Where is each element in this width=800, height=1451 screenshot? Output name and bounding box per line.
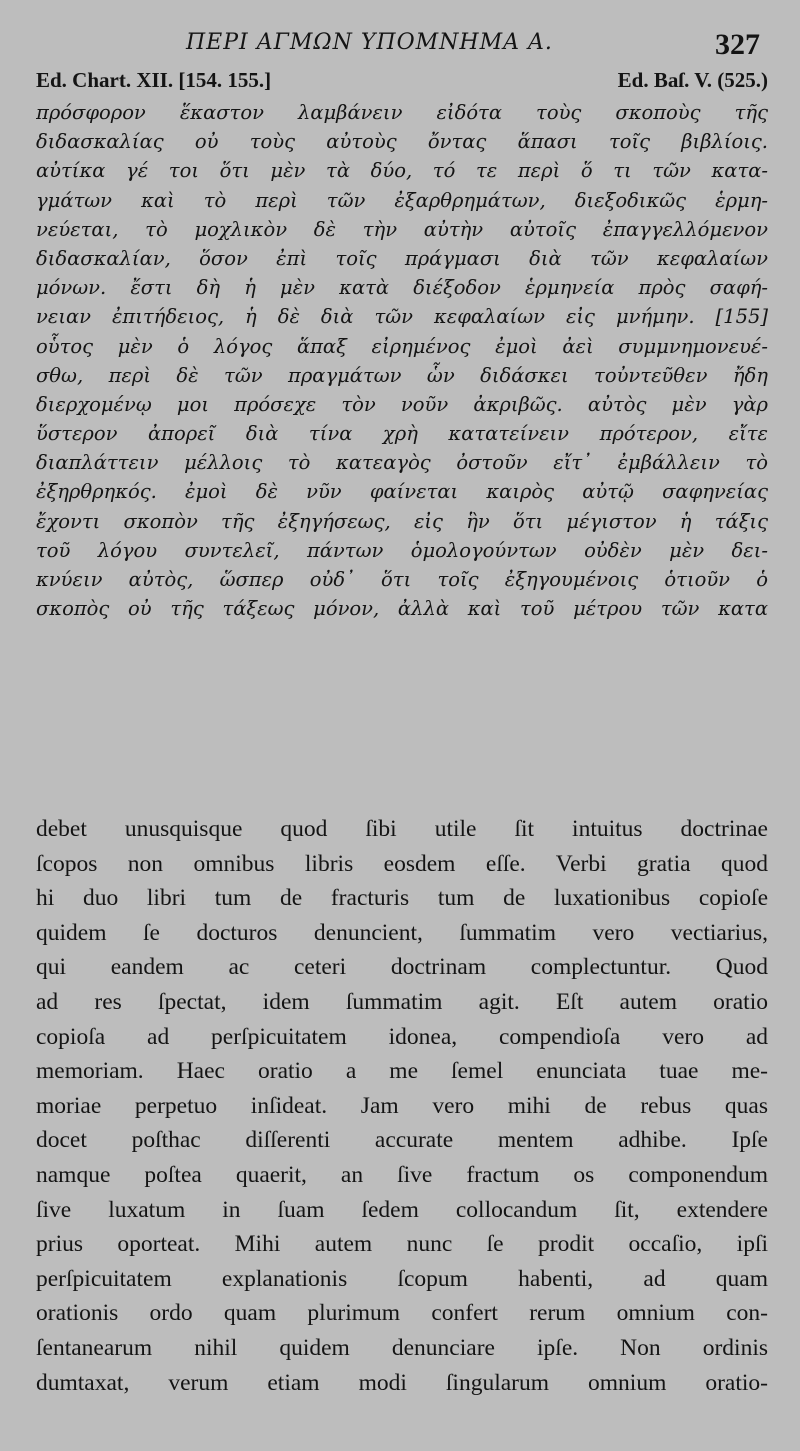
greek-line: διερχομένῳ μοι πρόσεχε τὸν νοῦν ἀκριβῶς. αὐτὸς μὲν γὰρ <box>36 392 768 416</box>
latin-line: debet unusquisque quod ſibi utile ſit intuitus doctrinae <box>36 816 768 842</box>
greek-line: διδασκαλίαν, ὅσον ἐπὶ τοῖς πράγμασι διὰ τῶν κεφαλαίων <box>36 246 768 270</box>
greek-text-block <box>36 98 768 623</box>
greek-line: διαπλάττειν μέλλοις τὸ κατεαγὸς ὀστοῦν εἴτ᾽ ἐμβάλλειν τὸ <box>36 451 768 475</box>
greek-line: σθω, περὶ δὲ τῶν πραγμάτων ὧν διδάσκει τοὐντεῦθεν ἤδη <box>36 363 768 387</box>
latin-line: ad res ſpectat, idem ſummatim agit. Eſt autem oratio <box>36 988 768 1015</box>
latin-line: ſcopos non omnibus libris eosdem eſſe. Verbi gratia quod <box>36 850 768 877</box>
greek-line: πρόσφορον ἕκαστον λαμβάνειν εἰδότα τοὺς σκοποὺς τῆς <box>36 101 768 124</box>
latin-line: hi duo libri tum de fracturis tum de luxationibus copioſe <box>36 885 768 912</box>
running-title: ΠΕΡΙ ΑΓΜΩΝ ΥΠΟΜΝΗΜΑ Α. <box>186 30 553 55</box>
latin-line: qui eandem ac ceteri doctrinam complectuntur. Quod <box>36 954 768 981</box>
greek-line: διδασκαλίας οὐ τοὺς αὐτοὺς ὄντας ἅπασι τοῖς βιβλίοις. <box>36 130 768 154</box>
greek-line: οὗτος μὲν ὁ λόγος ἅπαξ εἰρημένος ἐμοὶ ἀεὶ συμμνημονευέ- <box>36 334 768 358</box>
greek-line: νειαν ἐπιτήδειος, ἡ δὲ διὰ τῶν κεφαλαίων εἰς μνήμην. [155] <box>36 305 768 329</box>
edition-basel-reference: Ed. Baſ. V. (525.) <box>617 68 768 92</box>
latin-line: copioſa ad perſpicuitatem idonea, compendioſa vero ad <box>36 1023 768 1050</box>
greek-line: τοῦ λόγου συντελεῖ, πάντων ὁμολογούντων οὐδὲν μὲν δει- <box>36 538 768 562</box>
greek-line: μόνων. ἔστι δὴ ἡ μὲν κατὰ διέξοδον ἑρμηνεία πρὸς σαφή- <box>36 276 768 300</box>
latin-line: dumtaxat, verum etiam modi ſingularum omnium oratio- <box>36 1369 768 1396</box>
latin-line: ſive luxatum in ſuam ſedem collocandum ſit, extendere <box>36 1196 768 1223</box>
latin-line: docet poſthac diſſerenti accurate mentem adhibe. Ipſe <box>36 1127 768 1154</box>
greek-line: ἐξηρθρηκός. ἐμοὶ δὲ νῦν φαίνεται καιρὸς αὐτῷ σαφηνείας <box>36 480 768 504</box>
latin-line: orationis ordo quam plurimum confert rerum omnium con- <box>36 1300 768 1327</box>
greek-line: σκοπὸς οὐ τῆς τάξεως μόνον, ἀλλὰ καὶ τοῦ μέτρου τῶν κατα <box>36 597 768 621</box>
greek-line: γμάτων καὶ τὸ περὶ τῶν ἐξαρθρημάτων, διεξοδικῶς ἑρμη- <box>36 188 768 212</box>
greek-line: νεύεται, τὸ μοχλικὸν δὲ τὴν αὐτὴν αὐτοῖς ἐπαγγελλόμενον <box>36 217 768 241</box>
latin-translation-block <box>36 812 768 1400</box>
latin-line: prius oporteat. Mihi autem nunc ſe prodit occaſio, ipſi <box>36 1231 768 1258</box>
greek-line: ὕστερον ἀπορεῖ διὰ τίνα χρὴ κατατείνειν πρότερον, εἴτε <box>36 422 768 446</box>
latin-line: quidem ſe docturos denuncient, ſummatim vero vectiarius, <box>36 919 768 946</box>
latin-line: moriae perpetuo inſideat. Jam vero mihi de rebus quas <box>36 1092 768 1119</box>
greek-line: κνύειν αὐτὸς, ὥσπερ οὐδ᾽ ὅτι τοῖς ἐξηγουμένοις ὁτιοῦν ὁ <box>36 568 768 591</box>
greek-line: ἔχοντι σκοπὸν τῆς ἐξηγήσεως, εἰς ἣν ὅτι μέγιστον ἡ τάξις <box>36 509 768 533</box>
latin-line: perſpicuitatem explanationis ſcopum habenti, ad quam <box>36 1265 768 1292</box>
latin-line: ſentanearum nihil quidem denunciare ipſe. Non ordinis <box>36 1334 768 1361</box>
latin-line: memoriam. Haec oratio a me ſemel enunciata tuae me- <box>36 1058 768 1085</box>
page-number: 327 <box>715 28 760 61</box>
greek-line: αὐτίκα γέ τοι ὅτι μὲν τὰ δύο, τό τε περὶ ὅ τι τῶν κατα- <box>36 159 768 183</box>
latin-line: namque poſtea quaerit, an ſive fractum os componendum <box>36 1161 768 1188</box>
running-head <box>36 24 768 64</box>
edition-reference-line <box>36 68 768 98</box>
edition-chartier-reference: Ed. Chart. XII. [154. 155.] <box>36 68 272 92</box>
